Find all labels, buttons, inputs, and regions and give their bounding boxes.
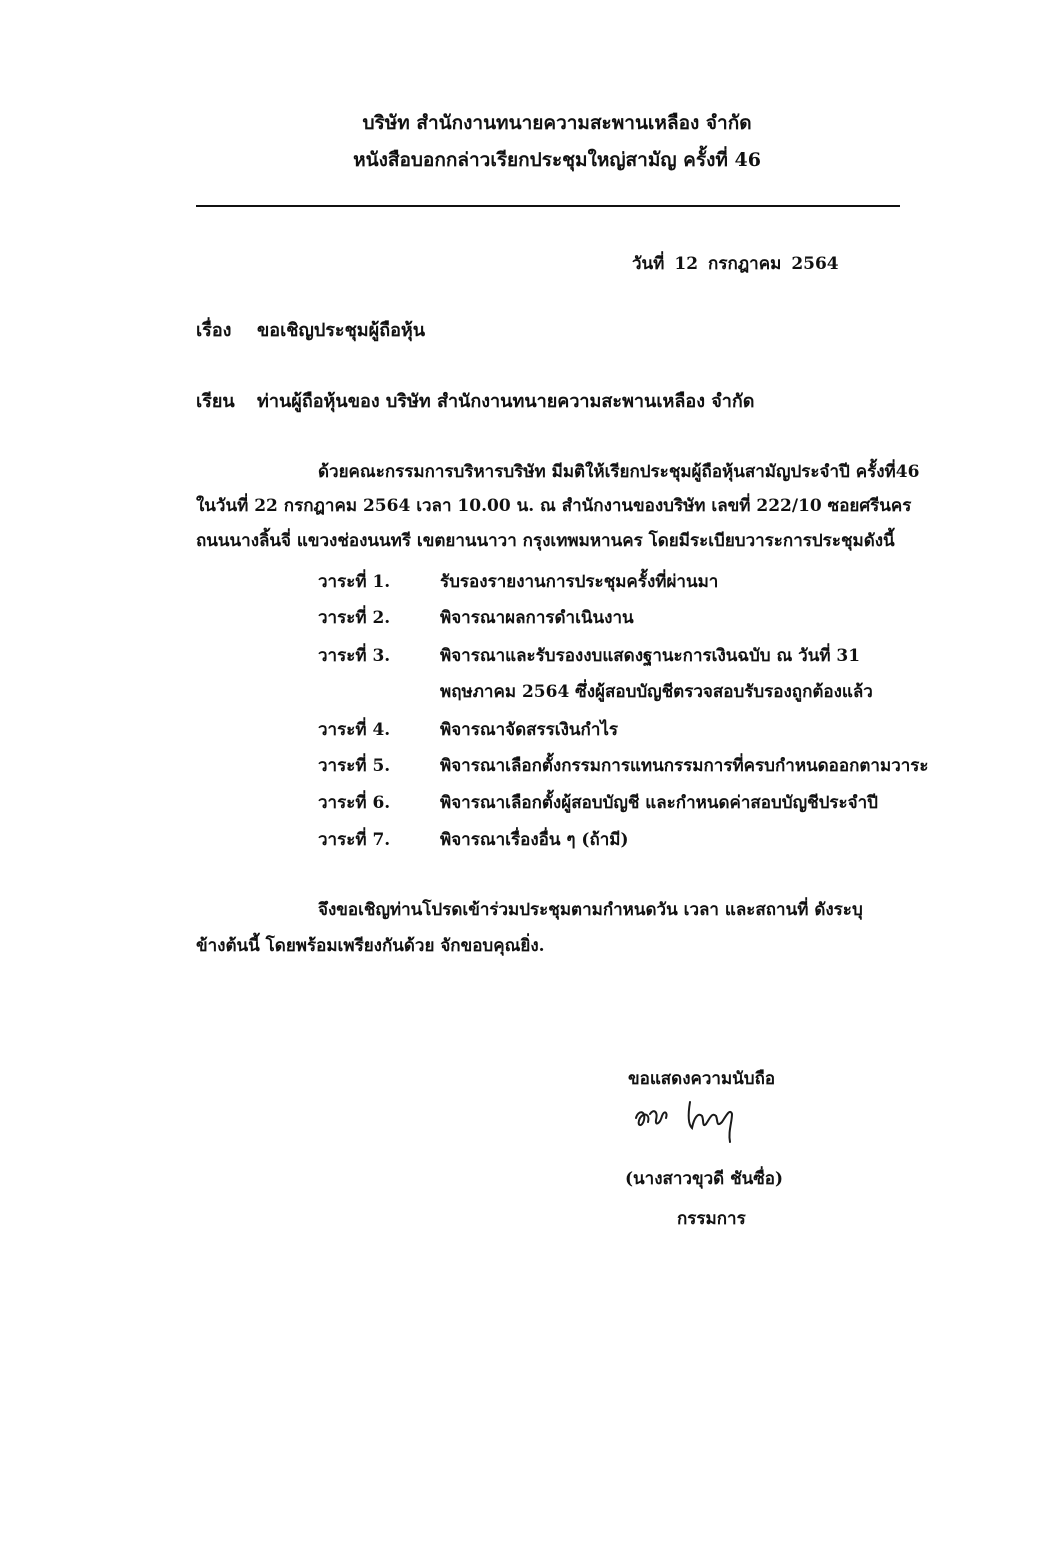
agenda-number: วาระที่ 1. bbox=[318, 572, 391, 592]
agenda-item-text: รับรองรายงานการประชุมครั้งที่ผ่านมา bbox=[440, 572, 719, 592]
closing-line-1: จึงขอเชิญท่านโปรดเข้าร่วมประชุมตามกำหนดวัน เวลา และสถานที่ ดังระบุ bbox=[318, 900, 863, 920]
regards-text: ขอแสดงความนับถือ bbox=[628, 1069, 776, 1089]
body-line-1: ด้วยคณะกรรมการบริหารบริษัท มีมติให้เรียกประชุมผู้ถือหุ้นสามัญประจำปี ครั้งที่46 bbox=[318, 462, 920, 482]
agenda-item-text: พิจารณาจัดสรรเงินกำไร bbox=[440, 720, 619, 740]
agenda-item-text: พิจารณาผลการดำเนินงาน bbox=[440, 608, 634, 628]
handwritten-signature bbox=[628, 1088, 758, 1148]
closing-line-2: ข้างต้นนี้ โดยพร้อมเพรียงกันด้วย จักขอบคุณยิ่ง. bbox=[196, 936, 545, 956]
date-year: 2564 bbox=[791, 254, 839, 274]
agenda-number: วาระที่ 6. bbox=[318, 793, 391, 813]
recipient-label: เรียน bbox=[196, 391, 235, 412]
agenda-item-text-continued: พฤษภาคม 2564 ซึ่งผู้สอบบัญชีตรวจสอบรับรองถูกต้องแล้ว bbox=[440, 682, 873, 702]
agenda-item-text: พิจารณาเรื่องอื่น ๆ (ถ้ามี) bbox=[440, 830, 629, 850]
agenda-number: วาระที่ 2. bbox=[318, 608, 391, 628]
agenda-item-text: พิจารณาและรับรองงบแสดงฐานะการเงินฉบับ ณ วันที่ 31 bbox=[440, 646, 861, 666]
signer-name: (นางสาวขุวดี ชันซื่อ) bbox=[625, 1169, 784, 1189]
agenda-item-text: พิจารณาเลือกตั้งกรรมการแทนกรรมการที่ครบกำหนดออกตามวาระ bbox=[440, 756, 929, 776]
agenda-number: วาระที่ 7. bbox=[318, 830, 391, 850]
recipient-value: ท่านผู้ถือหุ้นของ บริษัท สำนักงานทนายความสะพานเหลือง จำกัด bbox=[257, 391, 755, 412]
agenda-number: วาระที่ 4. bbox=[318, 720, 391, 740]
signer-position: กรรมการ bbox=[677, 1209, 746, 1229]
subject-value: ขอเชิญประชุมผู้ถือหุ้น bbox=[257, 320, 426, 341]
header-divider bbox=[196, 205, 900, 207]
date-month: กรกฎาคม bbox=[708, 254, 782, 274]
letter-date bbox=[632, 250, 849, 277]
agenda-number: วาระที่ 3. bbox=[318, 646, 391, 666]
agenda-item-text: พิจารณาเลือกตั้งผู้สอบบัญชี และกำหนดค่าสอบบัญชีประจำปี bbox=[440, 793, 878, 813]
date-label: วันที่ bbox=[632, 254, 665, 274]
subject-label: เรื่อง bbox=[196, 320, 232, 341]
body-line-3: ถนนนางลิ้นจี่ แขวงช่องนนทรี เขตยานนาวา กรุงเทพมหานคร โดยมีระเบียบวาระการประชุมดังนี้ bbox=[196, 531, 895, 551]
agenda-number: วาระที่ 5. bbox=[318, 756, 391, 776]
notice-title: หนังสือบอกกล่าวเรียกประชุมใหญ่สามัญ ครั้งที่ 46 bbox=[353, 149, 761, 171]
company-name: บริษัท สำนักงานทนายความสะพานเหลือง จำกัด bbox=[362, 112, 752, 134]
date-day: 12 bbox=[674, 254, 699, 274]
body-line-2: ในวันที่ 22 กรกฎาคม 2564 เวลา 10.00 น. ณ สำนักงานของบริษัท เลขที่ 222/10 ซอยศรีนคร bbox=[196, 496, 912, 516]
